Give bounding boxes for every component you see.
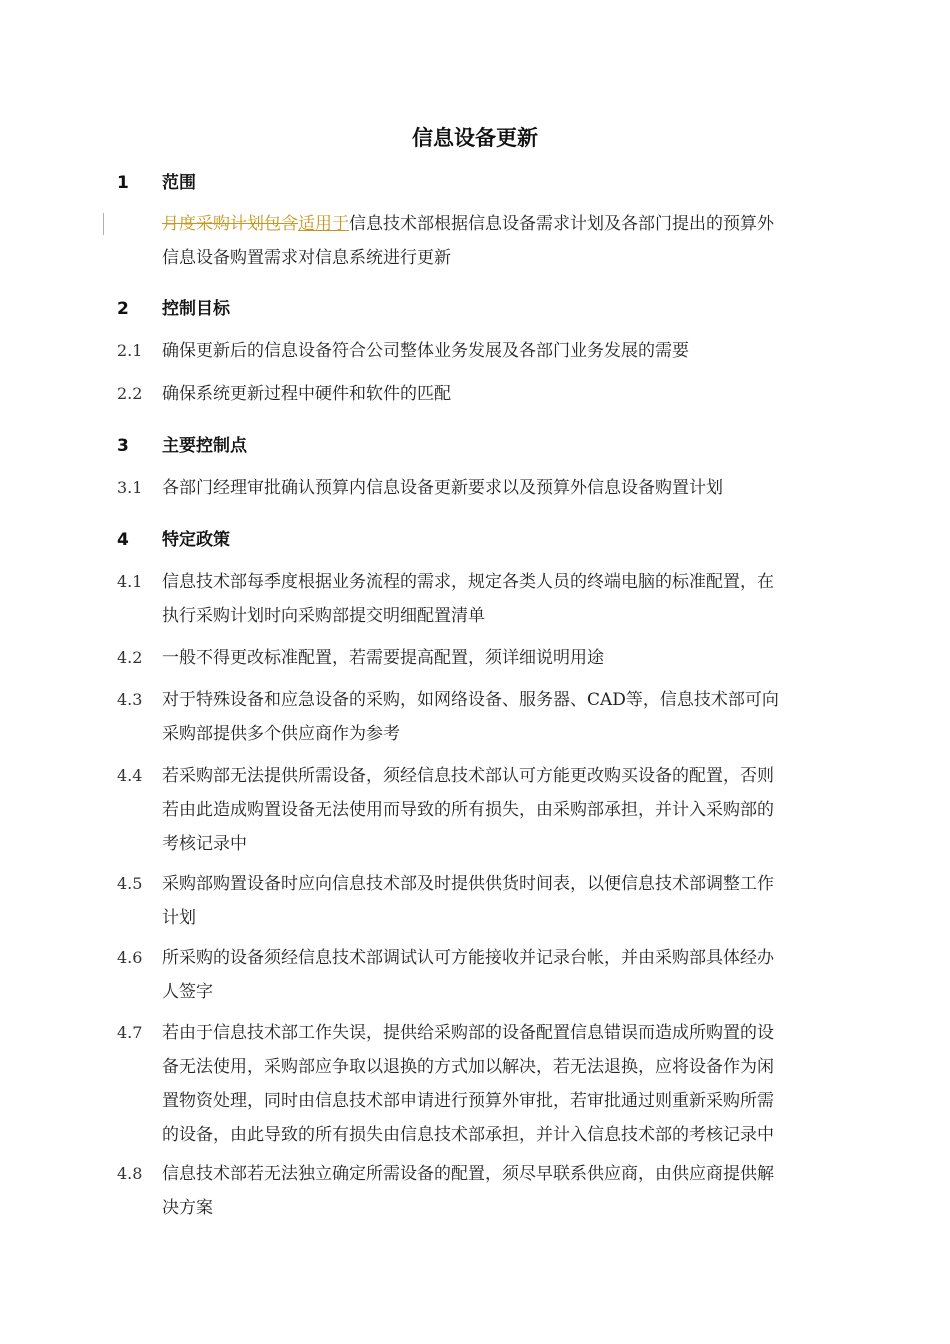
item-number: 2.1 bbox=[117, 341, 143, 360]
section-title: 主要控制点 bbox=[162, 436, 247, 456]
item-number: 4.2 bbox=[117, 648, 143, 667]
inserted-text: 适用于 bbox=[298, 214, 349, 234]
section-number: 2 bbox=[117, 299, 129, 319]
deleted-text: 月度采购计划包含 bbox=[162, 214, 298, 234]
item-text: 决方案 bbox=[162, 1198, 213, 1218]
item-text: 一般不得更改标准配置，若需要提高配置，须详细说明用途 bbox=[162, 648, 604, 668]
section-title: 控制目标 bbox=[162, 299, 230, 319]
item-text: 信息技术部若无法独立确定所需设备的配置，须尽早联系供应商，由供应商提供解 bbox=[162, 1164, 774, 1184]
item-number: 2.2 bbox=[117, 384, 143, 403]
item-text: 采购部购置设备时应向信息技术部及时提供供货时间表，以便信息技术部调整工作 bbox=[162, 874, 774, 894]
item-text: 确保系统更新过程中硬件和软件的匹配 bbox=[162, 384, 451, 404]
section-title: 范围 bbox=[162, 173, 196, 193]
item-text: 备无法使用，采购部应争取以退换的方式加以解决，若无法退换，应将设备作为闲 bbox=[162, 1057, 774, 1077]
item-text: 采购部提供多个供应商作为参考 bbox=[162, 724, 400, 744]
item-number: 4.7 bbox=[117, 1023, 143, 1042]
scope-text-line2: 信息设备购置需求对信息系统进行更新 bbox=[162, 248, 451, 268]
item-text: 若由于信息技术部工作失误，提供给采购部的设备配置信息错误而造成所购置的设 bbox=[162, 1023, 774, 1043]
item-number: 3.1 bbox=[117, 478, 143, 497]
item-text: 各部门经理审批确认预算内信息设备更新要求以及预算外信息设备购置计划 bbox=[162, 478, 723, 498]
section-number: 1 bbox=[117, 173, 129, 193]
section-title: 特定政策 bbox=[162, 530, 230, 550]
item-number: 4.8 bbox=[117, 1164, 143, 1183]
section-number: 4 bbox=[117, 530, 129, 550]
item-text: 信息技术部每季度根据业务流程的需求，规定各类人员的终端电脑的标准配置，在 bbox=[162, 572, 774, 592]
item-text: 所采购的设备须经信息技术部调试认可方能接收并记录台帐，并由采购部具体经办 bbox=[162, 948, 774, 968]
item-number: 4.3 bbox=[117, 690, 143, 709]
item-text: 考核记录中 bbox=[162, 834, 247, 854]
item-text: 置物资处理，同时由信息技术部申请进行预算外审批，若审批通过则重新采购所需 bbox=[162, 1091, 774, 1111]
item-text: 确保更新后的信息设备符合公司整体业务发展及各部门业务发展的需要 bbox=[162, 341, 689, 361]
item-text: 的设备，由此导致的所有损失由信息技术部承担，并计入信息技术部的考核记录中 bbox=[162, 1125, 774, 1145]
section-number: 3 bbox=[117, 436, 129, 456]
item-text: 人签字 bbox=[162, 982, 213, 1002]
item-text: 若由此造成购置设备无法使用而导致的所有损失，由采购部承担，并计入采购部的 bbox=[162, 800, 774, 820]
item-number: 4.4 bbox=[117, 766, 143, 785]
item-text: 执行采购计划时向采购部提交明细配置清单 bbox=[162, 606, 485, 626]
item-number: 4.6 bbox=[117, 948, 143, 967]
item-text: 对于特殊设备和应急设备的采购，如网络设备、服务器、CAD等，信息技术部可向 bbox=[162, 690, 779, 710]
item-number: 4.5 bbox=[117, 874, 143, 893]
item-number: 4.1 bbox=[117, 572, 143, 591]
item-text: 若采购部无法提供所需设备，须经信息技术部认可方能更改购买设备的配置，否则 bbox=[162, 766, 774, 786]
change-bar bbox=[103, 213, 104, 235]
scope-text: 信息技术部根据信息设备需求计划及各部门提出的预算外 bbox=[349, 214, 774, 234]
item-text: 计划 bbox=[162, 908, 196, 928]
document-title: 信息设备更新 bbox=[412, 126, 538, 150]
